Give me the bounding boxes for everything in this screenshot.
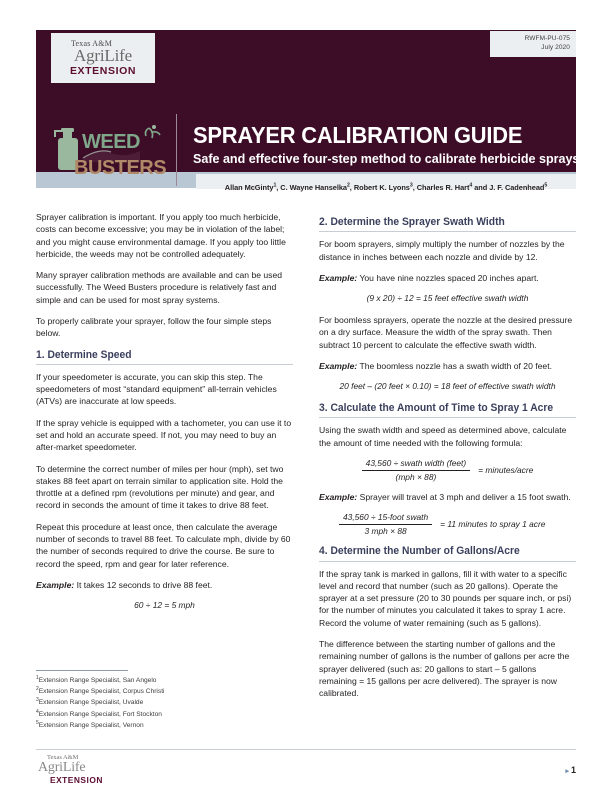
section-heading-4: 4. Determine the Number of Gallons/Acre: [319, 545, 520, 558]
fraction-denominator: 3 mph × 88: [364, 526, 407, 537]
section1-paragraph-3: To determine the correct number of miles per hour (mph), set two stakes 88 feet apart on terrain similar to application site. Hold the throttle at a defined rpm (revolutions per minute) and gear, and record in seconds the amount of time it takes to drive 88 feet.: [36, 463, 284, 511]
footnote-item: [36, 686, 293, 697]
section2-example-1: [319, 272, 576, 284]
footer-logo-extension-text: EXTENSION: [50, 775, 103, 786]
section-rule-3: [319, 417, 576, 418]
example-label: Example:: [36, 579, 75, 590]
agrilife-logo-header: [51, 33, 155, 83]
sprayer-bottle-icon: [50, 122, 168, 180]
author-name: Allan McGinty: [224, 183, 274, 192]
authors-bar: [196, 174, 576, 192]
footnote-item: [36, 675, 293, 686]
author-name: J. F. Cadenhead: [489, 183, 545, 192]
intro-paragraph-3: To properly calibrate your sprayer, follow the four simple steps below.: [36, 315, 272, 339]
footnote-marker: 3: [36, 697, 39, 704]
footnote-item: [36, 720, 293, 731]
section3-formula-example: [319, 512, 576, 536]
footnotes-rule: [36, 670, 128, 671]
author-affiliation-marker: 4: [469, 182, 473, 189]
fraction-result: = minutes/acre: [478, 465, 534, 475]
footnote-text: Extension Range Specialist, San Angelo: [38, 677, 157, 685]
example-label: Example:: [319, 492, 358, 502]
publication-number: RWFM-PU-075: [524, 35, 570, 42]
intro-paragraph-1: Sprayer calibration is important. If you apply too much herbicide, costs can become excessive; you may be in violation of the label; and you might cause environmental damage. If you apply too little herbicide, the weeds may not be controlled adequately.: [36, 212, 286, 259]
footer-logo-agrilife-text: AgriLife: [38, 760, 86, 776]
example-text: You have nine nozzles spaced 20 inches apart.: [357, 272, 539, 283]
section-rule-1: [36, 364, 293, 365]
example-label: Example:: [319, 272, 358, 283]
section4-paragraph-2: The difference between the starting number of gallons and the remaining number of gallons is the number of gallons per acre the sprayer delivered (such as: 20 gallons to start – 5 gallons remaining = 15 gallons per acre delivered). The sprayer is now calibrated.: [319, 639, 570, 699]
section1-paragraph-1: If your speedometer is accurate, you can skip this step. The speedometers of most “standard equipment” all-terrain vehicles (ATVs) are inaccurate at low speeds.: [36, 371, 277, 407]
footnote-item: [36, 709, 293, 720]
author-name: Robert K. Lyons: [353, 183, 410, 192]
author-affiliation-marker: 5: [544, 182, 548, 189]
section2-paragraph-1: For boom sprayers, simply multiply the number of nozzles by the distance in inches between each nozzle and divide by 12.: [319, 239, 565, 262]
author-affiliation-marker: 3: [409, 182, 413, 189]
footnote-text: Extension Range Specialist, Corpus Christi: [38, 688, 165, 696]
section1-example: [36, 579, 293, 591]
footnote-marker: 5: [36, 719, 39, 726]
section-rule-2: [319, 231, 576, 232]
fraction-result: = 11 minutes to spray 1 acre: [440, 519, 546, 530]
fraction-numerator: 43,560 ÷ 15-foot swath: [339, 512, 432, 525]
page-title: SPRAYER CALIBRATION GUIDE: [193, 122, 523, 148]
section2-paragraph-2: For boomless sprayers, operate the nozzle at the desired pressure on a dry surface. Measure the width of the spray swath. Then subtract 10 percent to calculate the effective swath width.: [319, 315, 573, 350]
publication-date: July 2020: [541, 44, 570, 52]
section-heading-3: 3. Calculate the Amount of Time to Spray 1 Acre: [319, 402, 554, 415]
page-marker-icon: ▸: [565, 768, 569, 775]
section1-paragraph-2: If the spray vehicle is equipped with a tachometer, you can use it to set and hold an accurate speed. If not, you may need to buy an after-market speedometer.: [36, 417, 292, 453]
author-affiliation-marker: 1: [273, 182, 277, 189]
agrilife-logo-footer: [38, 755, 116, 785]
section2-formula-2: 20 feet – (20 feet × 0.10) = 18 feet of effective swath width: [339, 381, 556, 392]
footnote-marker: 4: [36, 708, 39, 715]
example-label: Example:: [319, 360, 358, 371]
section-heading-1: 1. Determine Speed: [36, 348, 132, 361]
footnote-marker: 1: [36, 675, 39, 681]
footer-rule: [36, 749, 576, 750]
left-column: [36, 211, 293, 621]
author-affiliation-marker: 2: [346, 182, 350, 189]
example-text: The boomless nozzle has a swath width of 20 feet.: [357, 360, 552, 371]
logo-agrilife-text: AgriLife: [74, 45, 132, 65]
section4-paragraph-1: If the spray tank is marked in gallons, fill it with water to a specific level and record that number (such as 20 gallons). Operate the sprayer at a set pressure (20 to 30 pounds per square inch, or psi) for the number of minutes you calculated it takes to spray 1 acre. Record the volume of water remaining (such as 5 gallons).: [319, 568, 572, 628]
svg-text:WEED: WEED: [82, 131, 140, 153]
example-text: It takes 12 seconds to drive 88 feet.: [74, 579, 213, 590]
fraction-numerator: 43,560 ÷ swath width (feet): [362, 458, 471, 471]
section3-paragraph-1: Using the swath width and speed as determined above, calculate the amount of time needed with the following formula:: [319, 425, 567, 448]
author-name: C. Wayne Hanselka: [280, 183, 347, 192]
section-heading-2: 2. Determine the Sprayer Swath Width: [319, 216, 505, 228]
footnote-text: Extension Range Specialist, Fort Stockton: [38, 710, 162, 718]
header-divider: [176, 114, 177, 186]
page-number: [565, 765, 576, 775]
logo-extension-text: EXTENSION: [69, 64, 137, 77]
page-subtitle: Safe and effective four-step method to calibrate herbicide sprays: [193, 151, 580, 166]
footnote-marker: 2: [36, 686, 39, 693]
footnote-item: [36, 697, 293, 708]
fraction: [339, 512, 432, 536]
footer-logo-texas-am-text: Texas A&M: [47, 754, 79, 761]
svg-text:BUSTERS: BUSTERS: [74, 157, 167, 179]
footnotes-block: [36, 670, 293, 731]
page-number-value: 1: [570, 765, 576, 775]
author-name: Charles R. Hart: [416, 183, 470, 192]
section3-example: [319, 491, 576, 503]
section1-paragraph-4: Repeat this procedure at least once, then calculate the average number of seconds to travel 88 feet. To calculate mph, divide by 60 the number of seconds required to drive the course. Be sure to record the speed, rpm and gear for later reference.: [36, 521, 291, 569]
fraction-denominator: (mph × 88): [395, 472, 437, 482]
logo-texas-am-text: Texas A&M: [71, 38, 113, 48]
intro-paragraph-2: Many sprayer calibration methods are available and can be used successfully. The Weed Busters procedure is relatively fast and simple and can be used for most spray systems.: [36, 270, 283, 305]
right-column: [319, 211, 576, 699]
section1-formula: 60 ÷ 12 = 5 mph: [134, 600, 195, 611]
weed-busters-logo: [50, 122, 168, 180]
publication-info-box: [490, 31, 576, 57]
section-rule-4: [319, 561, 576, 562]
footnote-text: Extension Range Specialist, Vernon: [38, 722, 144, 729]
footnote-text: Extension Range Specialist, Uvalde: [38, 699, 144, 707]
fraction: [362, 458, 471, 482]
authors-list: Allan McGinty$^1$, C. Wayne Hanselka$^2$, Robert K. Lyons$^3$, Charles R. Hart$^4$ and J. F. Cadenhead$^5$: [224, 182, 548, 192]
example-text: Sprayer will travel at 3 mph and deliver a 15 foot swath.: [357, 492, 571, 502]
section2-formula-1: (9 x 20) ÷ 12 = 15 feet effective swath width: [366, 293, 529, 304]
section2-example-2: [319, 360, 576, 372]
section3-formula-general: [319, 458, 576, 482]
